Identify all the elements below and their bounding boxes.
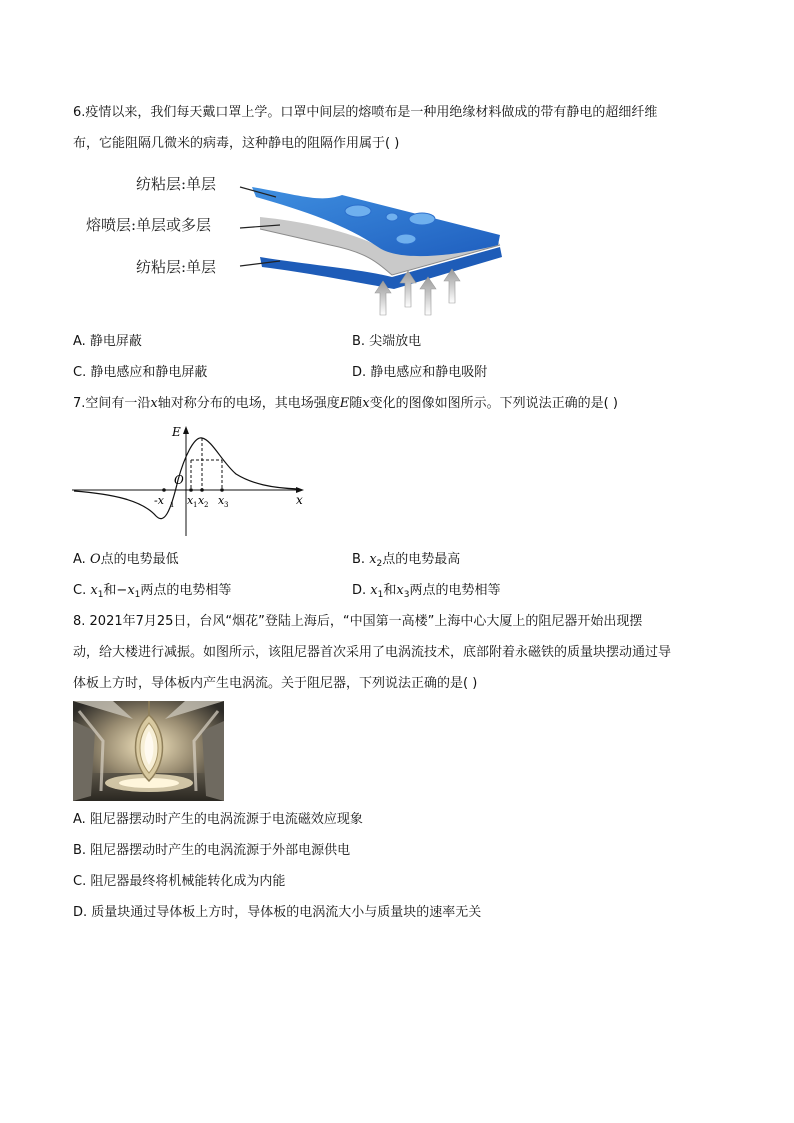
x1-subscript: 1 xyxy=(193,501,198,509)
x2-label: x xyxy=(198,494,205,507)
option-subscript: 3 xyxy=(403,590,410,600)
origin-label: O xyxy=(174,473,184,487)
option-text: 点的电势最低 xyxy=(100,552,179,567)
e-x-graph xyxy=(72,422,312,540)
option-subscript: 2 xyxy=(376,559,383,569)
option-var: x xyxy=(90,583,98,598)
neg-x1-subscript: 1 xyxy=(170,501,175,509)
label-spunbond-top: 纺粘层:单层 xyxy=(136,175,217,193)
q7-stem-part: 变化的图像如图所示。下列说法正确的是( ) xyxy=(369,396,618,411)
neg-x1-label: -x xyxy=(154,494,164,507)
q7-option-b xyxy=(352,551,460,573)
q6-stem-line1: 6.疫情以来，我们每天戴口罩上学。口罩中间层的熔喷布是一种用绝缘材料做成的带有静电的超细纤维 xyxy=(73,105,658,120)
option-text: 和− xyxy=(103,583,128,598)
label-spunbond-bottom: 纺粘层:单层 xyxy=(136,258,217,276)
x3-label: x xyxy=(218,494,225,507)
damper-photo xyxy=(73,701,224,801)
option-text: 点的电势最高 xyxy=(382,552,461,567)
q8-option-b: B. 阻尼器摆动时产生的电涡流源于外部电源供电 xyxy=(73,843,351,858)
mask-layers-figure xyxy=(80,165,520,320)
point-neg-x1 xyxy=(162,488,166,492)
option-var: x xyxy=(369,552,377,567)
x2-subscript: 2 xyxy=(204,501,209,509)
q7-stem-part: 轴对称分布的电场，其电场强度 xyxy=(157,396,340,411)
q8-option-a: A. 阻尼器摆动时产生的电涡流源于电流磁效应现象 xyxy=(73,812,363,827)
option-var: x xyxy=(396,583,404,598)
option-var: x xyxy=(370,583,378,598)
option-prefix: C. xyxy=(73,583,91,598)
q7-option-d xyxy=(352,582,500,604)
q8-stem-line2: 动，给大楼进行减振。如图所示，该阻尼器首次采用了电涡流技术，底部附着永磁铁的质量块摆动通过导 xyxy=(73,645,672,660)
q6-option-a: A. 静电屏蔽 xyxy=(73,334,142,349)
option-text: 两点的电势相等 xyxy=(140,583,232,598)
q7-stem-part: 随 xyxy=(349,396,363,411)
q7-option-a xyxy=(73,551,179,569)
q6-option-c: C. 静电感应和静电屏蔽 xyxy=(73,365,208,380)
x1-label: x xyxy=(187,494,194,507)
point-x1 xyxy=(189,488,193,492)
point-x3 xyxy=(220,488,224,492)
option-text: 和 xyxy=(383,583,397,598)
q7-stem-part: 7.空间有一沿 xyxy=(73,396,151,411)
option-var: O xyxy=(89,552,101,567)
q7-stem-var-x: x xyxy=(362,396,370,411)
y-axis-arrow xyxy=(183,426,189,434)
q8-stem-line3: 体板上方时，导体板内产生电涡流。关于阻尼器，下列说法正确的是( ) xyxy=(73,676,478,691)
q8-option-d: D. 质量块通过导体板上方时，导体板的电涡流大小与质量块的速率无关 xyxy=(73,905,482,920)
option-prefix: B. xyxy=(352,552,370,567)
q6-option-d: D. 静电感应和静电吸附 xyxy=(352,365,488,380)
label-meltblown: 熔喷层:单层或多层 xyxy=(86,216,212,234)
q7-stem-var-e: E xyxy=(339,396,350,411)
q7-option-c xyxy=(73,582,231,604)
mask-layers-drawing xyxy=(80,165,520,320)
q8-option-c: C. 阻尼器最终将机械能转化成为内能 xyxy=(73,874,286,889)
x3-subscript: 3 xyxy=(224,501,229,509)
x-axis-label: x xyxy=(296,493,303,507)
option-text: 两点的电势相等 xyxy=(409,583,501,598)
q7-stem xyxy=(73,395,618,413)
q8-stem-line1: 8. 2021年7月25日，台风“烟花”登陆上海后，“中国第一高楼”上海中心大厦上的阻尼器开始出现摆 xyxy=(73,614,643,629)
q6-stem-line2: 布，它能阻隔几微米的病毒，这种静电的阻隔作用属于( ) xyxy=(73,136,400,151)
option-subscript: 1 xyxy=(377,590,384,600)
y-axis-label: E xyxy=(172,425,181,439)
q6-option-b: B. 尖端放电 xyxy=(352,334,422,349)
option-var: x xyxy=(127,583,135,598)
option-subscript: 1 xyxy=(134,590,141,600)
option-subscript: 1 xyxy=(97,590,104,600)
option-prefix: D. xyxy=(352,583,371,598)
option-prefix: A. xyxy=(73,552,90,567)
q7-stem-var-x: x xyxy=(150,396,158,411)
point-x2 xyxy=(200,488,204,492)
